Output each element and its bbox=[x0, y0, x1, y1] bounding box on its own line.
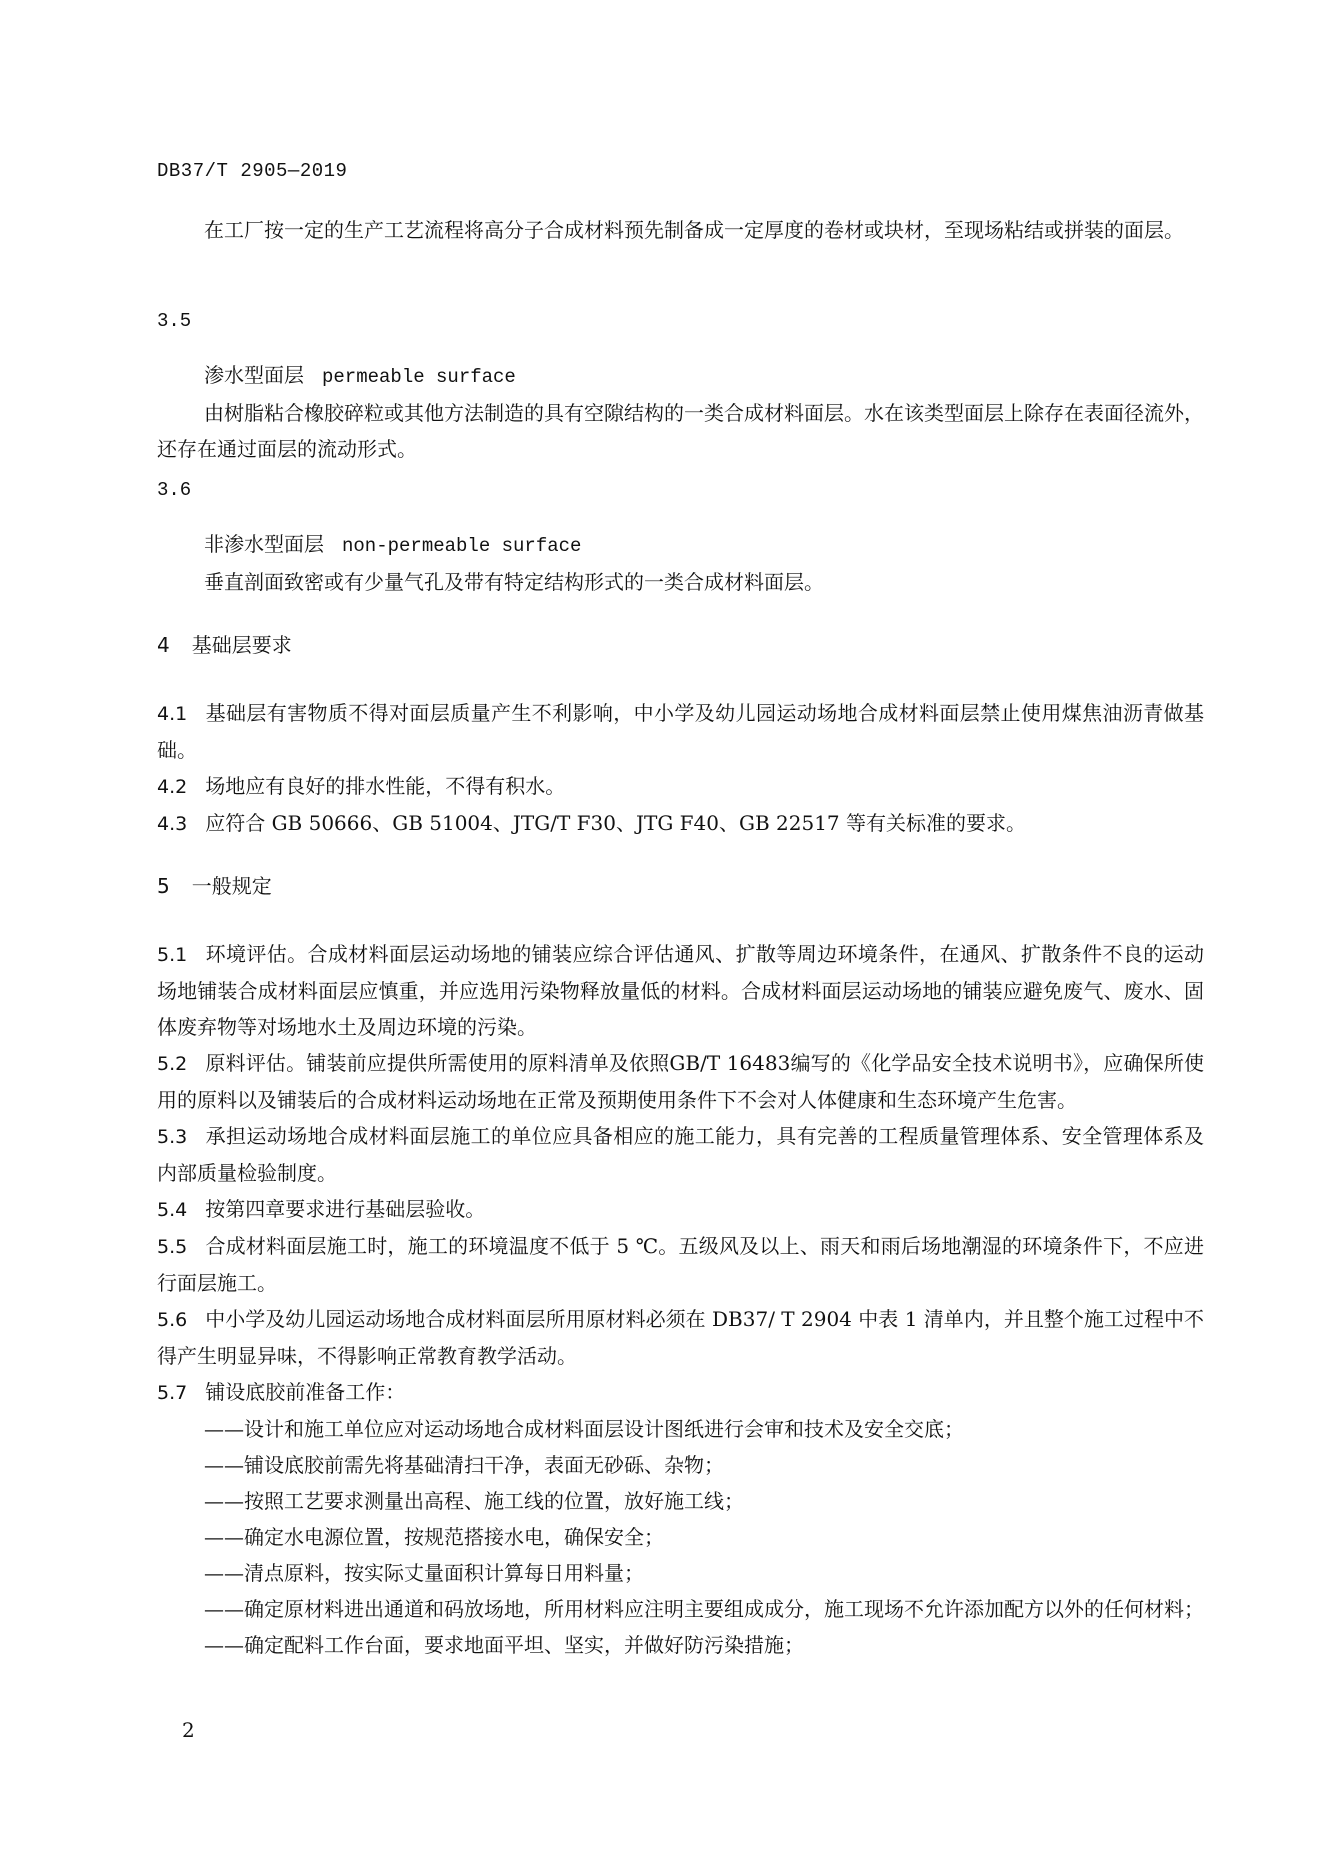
term-definition: 由树脂粘合橡胶碎粒或其他方法制造的具有空隙结构的一类合成材料面层。水在该类型面层上除存在表面径流外，还存在通过面层的流动形式。 bbox=[157, 401, 1204, 461]
term-en: permeable surface bbox=[322, 366, 516, 388]
intro-paragraph: 在工厂按一定的生产工艺流程将高分子合成材料预先制备成一定厚度的卷材或块材，至现场粘结或拼装的面层。 bbox=[204, 218, 1184, 242]
term-definition: 垂直剖面致密或有少量气孔及带有特定结构形式的一类合成材料面层。 bbox=[204, 570, 824, 594]
clause-text: 按第四章要求进行基础层验收。 bbox=[205, 1197, 486, 1221]
list-item: ——清点原料，按实际丈量面积计算每日用料量； bbox=[204, 1561, 644, 1585]
chapter-4-clauses bbox=[157, 695, 1204, 842]
section-3-5-body bbox=[157, 357, 1204, 467]
term-line bbox=[157, 357, 1204, 395]
clause-text: 基础层有害物质不得对面层质量产生不利影响，中小学及幼儿园运动场地合成材料面层禁止使用煤焦油沥青做基础。 bbox=[157, 701, 1204, 762]
chapter-number: 5 bbox=[157, 874, 170, 898]
section-3-6-body bbox=[157, 526, 1204, 600]
clause bbox=[157, 1045, 1204, 1118]
list-item: ——设计和施工单位应对运动场地合成材料面层设计图纸进行会审和技术及安全交底； bbox=[204, 1417, 964, 1441]
clause-text: 承担运动场地合成材料面层施工的单位应具备相应的施工能力，具有完善的工程质量管理体系、安全管理体系及内部质量检验制度。 bbox=[157, 1124, 1204, 1185]
clause bbox=[157, 1191, 1204, 1228]
chapter-title: 一般规定 bbox=[191, 874, 272, 898]
clause bbox=[157, 1301, 1204, 1374]
clause-text: 中小学及幼儿园运动场地合成材料面层所用原材料必须在 DB37/ T 2904 中表 1 清单内，并且整个施工过程中不得产生明显异味，不得影响正常教育教学活动。 bbox=[157, 1307, 1204, 1368]
clause bbox=[157, 1228, 1204, 1301]
clause-text: 场地应有良好的排水性能，不得有积水。 bbox=[205, 774, 566, 798]
chapter-5-heading-block bbox=[157, 868, 1204, 904]
clause bbox=[157, 1374, 1204, 1411]
intro-paragraph-block bbox=[157, 212, 1204, 248]
term-en: non-permeable surface bbox=[342, 535, 582, 557]
clause-number: 5.4 bbox=[157, 1199, 188, 1221]
clause bbox=[157, 768, 1204, 805]
page-number: 2 bbox=[182, 1718, 195, 1742]
list-item: ——确定配料工作台面，要求地面平坦、坚实，并做好防污染措施； bbox=[204, 1633, 804, 1657]
clause-text: 铺设底胶前准备工作： bbox=[205, 1380, 406, 1404]
term-line bbox=[157, 526, 1204, 564]
section-number: 3.6 bbox=[157, 479, 192, 501]
chapter-number: 4 bbox=[157, 633, 170, 657]
clause-number: 5.6 bbox=[157, 1309, 188, 1331]
list-item: ——按照工艺要求测量出高程、施工线的位置，放好施工线； bbox=[204, 1489, 744, 1513]
clause-text: 应符合 GB 50666、GB 51004、JTG/T F30、JTG F40、GB 22517 等有关标准的要求。 bbox=[205, 811, 1027, 835]
list-item: ——铺设底胶前需先将基础清扫干净，表面无砂砾、杂物； bbox=[204, 1453, 724, 1477]
list-item: ——确定原材料进出通道和码放场地，所用材料应注明主要组成成分，施工现场不允许添加配方以外的任何材料； bbox=[204, 1597, 1204, 1621]
chapter-heading bbox=[157, 868, 1204, 904]
term-zh: 非渗水型面层 bbox=[204, 532, 324, 556]
clause-number: 5.2 bbox=[157, 1053, 188, 1075]
chapter-title: 基础层要求 bbox=[191, 633, 292, 657]
chapter-heading bbox=[157, 627, 1204, 663]
clause bbox=[157, 805, 1204, 842]
clause-number: 4.1 bbox=[157, 703, 188, 725]
section-number: 3.5 bbox=[157, 310, 192, 332]
clause bbox=[157, 936, 1204, 1045]
clause-number: 5.7 bbox=[157, 1382, 188, 1404]
section-3-6 bbox=[157, 472, 1204, 508]
clause-number: 5.3 bbox=[157, 1126, 188, 1148]
list-item: ——确定水电源位置，按规范搭接水电，确保安全； bbox=[204, 1525, 664, 1549]
chapter-5-clauses bbox=[157, 936, 1204, 1663]
clause bbox=[157, 1118, 1204, 1191]
clause-text: 合成材料面层施工时，施工的环境温度不低于 5 ℃。五级风及以上、雨天和雨后场地潮湿的环境条件下，不应进行面层施工。 bbox=[157, 1234, 1204, 1295]
section-3-5 bbox=[157, 303, 1204, 339]
clause-number: 5.1 bbox=[157, 944, 188, 966]
clause-text: 环境评估。合成材料面层运动场地的铺装应综合评估通风、扩散等周边环境条件，在通风、扩散条件不良的运动场地铺装合成材料面层应慎重，并应选用污染物释放量低的材料。合成材料面层运动场地的铺装应避免废气、废水、固体废弃物等对场地水土及周边环境的污染。 bbox=[157, 942, 1204, 1039]
term-zh: 渗水型面层 bbox=[204, 363, 304, 387]
clause-text: 原料评估。铺装前应提供所需使用的原料清单及依照GB/T 16483编写的《化学品安全技术说明书》，应确保所使用的原料以及铺装后的合成材料运动场地在正常及预期使用条件下不会对人体健康和生态环境产生危害。 bbox=[157, 1051, 1204, 1112]
document-code: DB37/T 2905—2019 bbox=[157, 160, 348, 182]
clause bbox=[157, 695, 1204, 768]
clause-number: 4.3 bbox=[157, 813, 188, 835]
chapter-4-heading-block bbox=[157, 627, 1204, 663]
clause-number: 4.2 bbox=[157, 776, 188, 798]
clause-number: 5.5 bbox=[157, 1236, 188, 1258]
